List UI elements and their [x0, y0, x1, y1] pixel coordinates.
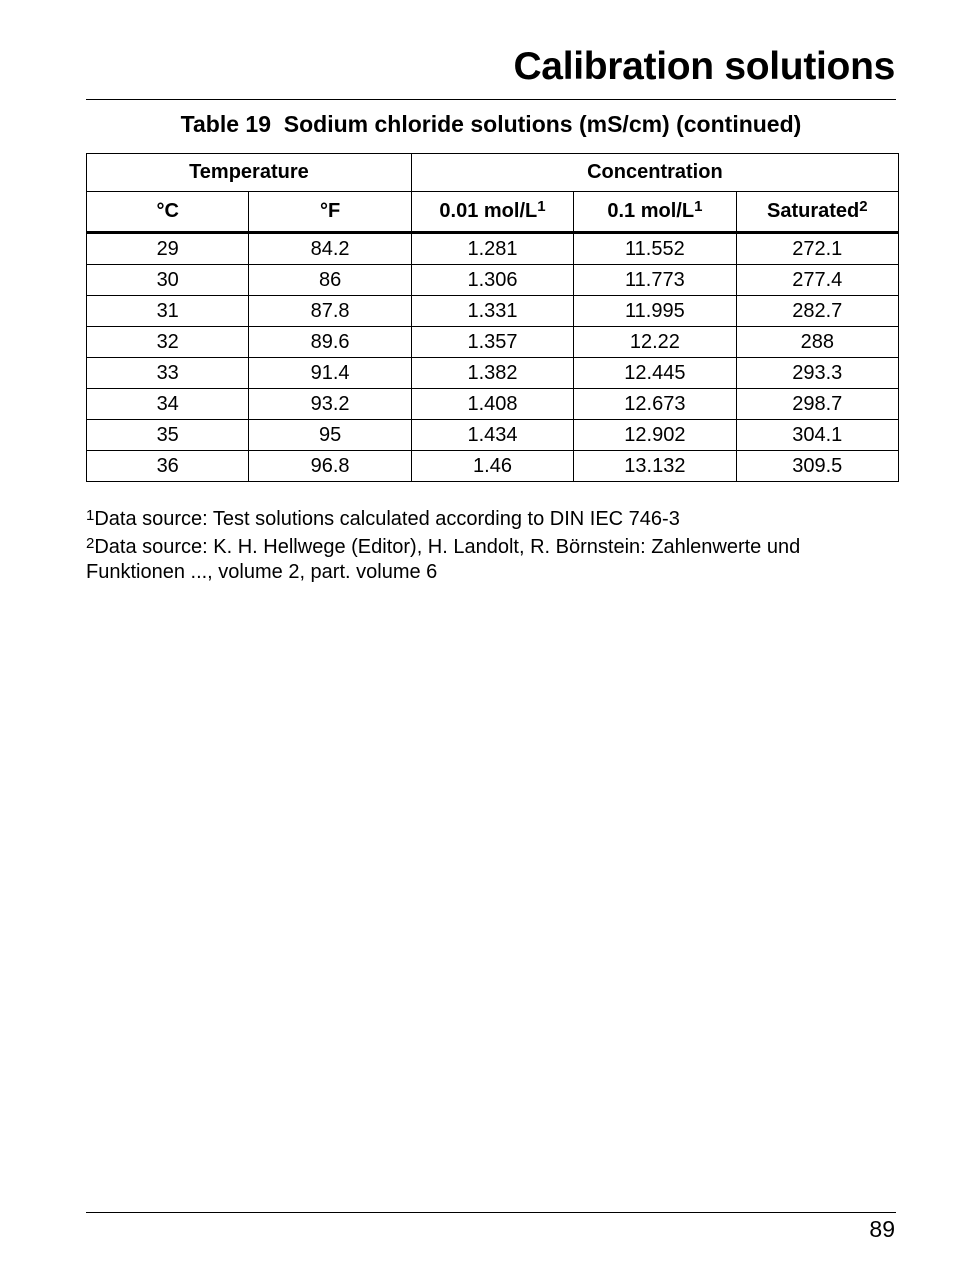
page-title: Calibration solutions [513, 45, 895, 88]
footnote-text: Data source: Test solutions calculated according to DIN IEC 746-3 [94, 508, 680, 530]
column-header-label: °F [319, 200, 341, 222]
table-row [87, 233, 899, 265]
cell-0-1-mol: 12.673 [574, 389, 736, 420]
cell-0-01-mol: 1.331 [411, 296, 573, 327]
cell-celsius: 33 [87, 358, 249, 389]
table-row [87, 451, 899, 482]
cell-saturated: 298.7 [736, 389, 898, 420]
cell-0-01-mol: 1.382 [411, 358, 573, 389]
table-group-header-row [87, 154, 899, 192]
concentration-group-header: Concentration [411, 154, 898, 192]
cell-0-1-mol: 13.132 [574, 451, 736, 482]
cell-celsius: 34 [87, 389, 249, 420]
cell-0-1-mol: 12.445 [574, 358, 736, 389]
cell-0-01-mol: 1.408 [411, 389, 573, 420]
footnote-marker: 1 [694, 198, 703, 215]
table-row [87, 327, 899, 358]
column-header-saturated [736, 192, 898, 233]
cell-fahrenheit: 86 [249, 265, 411, 296]
footnote-marker: 2 [859, 198, 868, 215]
cell-celsius: 36 [87, 451, 249, 482]
cell-celsius: 35 [87, 420, 249, 451]
cell-0-01-mol: 1.281 [411, 233, 573, 265]
footnote-1 [86, 507, 886, 532]
cell-celsius: 30 [87, 265, 249, 296]
table-caption: Table 19 Sodium chloride solutions (mS/cm) (continued) [180, 111, 802, 137]
page-number: 89 [869, 1216, 895, 1242]
table-row [87, 296, 899, 327]
footnote-marker: 2 [86, 535, 95, 552]
cell-celsius: 32 [87, 327, 249, 358]
column-header-label: Saturated [766, 200, 860, 222]
cell-saturated: 277.4 [736, 265, 898, 296]
cell-0-01-mol: 1.434 [411, 420, 573, 451]
table-column-header-row [87, 192, 899, 233]
column-header-0-01-mol [411, 192, 573, 233]
cell-fahrenheit: 84.2 [249, 233, 411, 265]
cell-celsius: 29 [87, 233, 249, 265]
footnote-text: Data source: K. H. Hellwege (Editor), H. Landolt, R. Börnstein: Zahlenwerte und Funktionen ..., volume 2, part. volume 6 [86, 536, 801, 583]
footer-divider [86, 1212, 896, 1213]
table-row [87, 420, 899, 451]
cell-saturated: 282.7 [736, 296, 898, 327]
cell-saturated: 272.1 [736, 233, 898, 265]
title-divider [86, 99, 896, 100]
column-header-celsius [87, 192, 249, 233]
cell-fahrenheit: 87.8 [249, 296, 411, 327]
cell-0-01-mol: 1.46 [411, 451, 573, 482]
cell-fahrenheit: 95 [249, 420, 411, 451]
cell-fahrenheit: 96.8 [249, 451, 411, 482]
cell-0-01-mol: 1.357 [411, 327, 573, 358]
cell-0-1-mol: 11.773 [574, 265, 736, 296]
cell-saturated: 304.1 [736, 420, 898, 451]
footnote-marker: 1 [86, 507, 95, 524]
cell-0-1-mol: 11.552 [574, 233, 736, 265]
cell-celsius: 31 [87, 296, 249, 327]
cell-0-1-mol: 12.22 [574, 327, 736, 358]
cell-saturated: 309.5 [736, 451, 898, 482]
column-header-label: 0.01 mol/L [439, 200, 538, 222]
cell-0-1-mol: 12.902 [574, 420, 736, 451]
table-row [87, 265, 899, 296]
cell-saturated: 288 [736, 327, 898, 358]
table-row [87, 389, 899, 420]
footnote-2 [86, 535, 886, 585]
temperature-group-header: Temperature [87, 154, 412, 192]
footnotes [86, 507, 886, 588]
cell-saturated: 293.3 [736, 358, 898, 389]
sodium-chloride-table [86, 153, 899, 482]
cell-0-01-mol: 1.306 [411, 265, 573, 296]
column-header-0-1-mol [574, 192, 736, 233]
cell-fahrenheit: 93.2 [249, 389, 411, 420]
column-header-label: 0.1 mol/L [607, 200, 695, 222]
cell-fahrenheit: 89.6 [249, 327, 411, 358]
cell-fahrenheit: 91.4 [249, 358, 411, 389]
table-row [87, 358, 899, 389]
footnote-marker: 1 [537, 198, 546, 215]
column-header-fahrenheit [249, 192, 411, 233]
column-header-label: °C [156, 200, 179, 222]
cell-0-1-mol: 11.995 [574, 296, 736, 327]
